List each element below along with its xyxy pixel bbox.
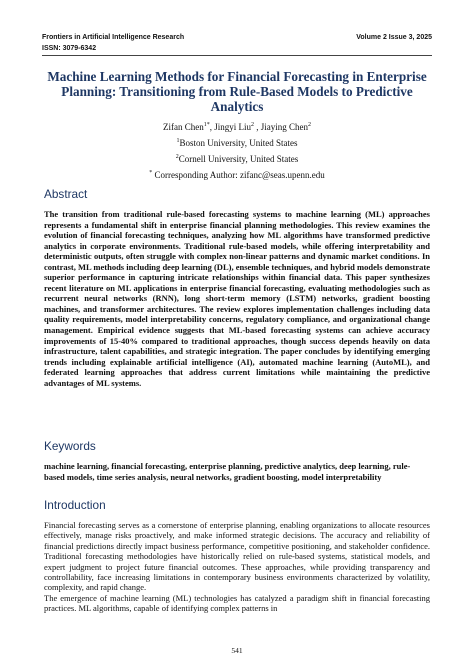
author-affiliation-mark: 2 bbox=[251, 122, 254, 128]
header-divider bbox=[42, 55, 432, 56]
affiliation-text: Boston University, United States bbox=[179, 138, 298, 148]
author-affiliation-mark: 2 bbox=[308, 122, 311, 128]
author-separator: , bbox=[209, 122, 215, 132]
affiliation-text: Cornell University, United States bbox=[178, 154, 299, 164]
author-name: Jingyi Liu bbox=[214, 122, 251, 132]
author-separator: , bbox=[254, 122, 261, 132]
corresponding-author bbox=[42, 170, 432, 180]
affiliation-2 bbox=[42, 154, 432, 164]
journal-name: Frontiers in Artificial Intelligence Research bbox=[42, 34, 185, 41]
introduction-heading: Introduction bbox=[44, 498, 106, 512]
abstract-text: The transition from traditional rule-based forecasting systems to machine learning (ML) approaches represents a fundamental shift in enterprise financial planning methodologies. This review examines the evolution of financial forecasting techniques, analyzing how ML algorithms have transformed predictive analytics in corporate environments. Traditional rule-based models, while offering interpretability and deterministic outputs, often struggle with complex non-linear patterns and dynamic market conditions. In contrast, ML methods including deep learning (DL), ensemble techniques, and hybrid models demonstrate superior performance in capturing intricate relationships within financial data. This paper synthesizes recent literature on ML applications in enterprise financial forecasting, evaluating methodologies such as recurrent neural networks (RNN), long short-term memory (LSTM) networks, gradient boosting machines, and transformer architectures. The review explores implementation challenges including data quality requirements, model interpretability concerns, regulatory compliance, and organizational change management. Empirical evidence suggests that ML-based forecasting systems can achieve accuracy improvements of 15-40% compared to traditional approaches, though success depends heavily on data infrastructure, talent capabilities, and strategic integration. The paper concludes by identifying emerging trends including explainable artificial intelligence (AI), automated machine learning (AutoML), and federated learning approaches that address current limitations while maintaining the predictive advantages of ML systems. bbox=[44, 209, 430, 388]
keywords-text: machine learning, financial forecasting, enterprise planning, predictive analytics, deep learning, rule-based models, time series analysis, neural networks, gradient boosting, model interpretability bbox=[44, 461, 411, 482]
affiliation-mark: 1 bbox=[176, 138, 180, 144]
corresponding-text: Corresponding Author: zifanc@seas.upenn.edu bbox=[152, 170, 325, 180]
intro-paragraph: The emergence of machine learning (ML) technologies has catalyzed a paradigm shift in financial forecasting practices. ML algorithms, capable of identifying complex patterns in bbox=[44, 592, 430, 614]
paper-title: Machine Learning Methods for Financial Forecasting in Enterprise Planning: Transitioning from Rule-Based Models to Predictive Analytics bbox=[47, 69, 427, 114]
affiliation-mark: 2 bbox=[175, 154, 179, 160]
issn: ISSN: 3079-6342 bbox=[42, 45, 97, 52]
introduction-body bbox=[44, 520, 430, 614]
corresponding-mark: * bbox=[149, 170, 153, 176]
page-number: 541 bbox=[231, 646, 243, 655]
running-header bbox=[42, 34, 432, 41]
affiliation-1 bbox=[42, 138, 432, 148]
intro-paragraph: Financial forecasting serves as a cornerstone of enterprise planning, enabling organizations to allocate resources effectively, manage risks proactively, and make informed strategic decisions. The accuracy and reliability of financial predictions directly impact business performance, competitive positioning, and stakeholder confidence. Traditional forecasting methodologies have historically relied on rule-based systems, statistical models, and expert judgment to project future financial outcomes. These approaches, while providing transparency and controllability, face increasing limitations in contemporary business environments characterized by volatility, complexity, and rapid change. bbox=[44, 520, 430, 593]
volume-issue: Volume 2 Issue 3, 2025 bbox=[356, 34, 432, 41]
abstract-heading: Abstract bbox=[44, 187, 88, 201]
keywords-heading: Keywords bbox=[44, 439, 96, 453]
author-affiliation-mark: 1* bbox=[203, 122, 210, 128]
author-name: Zifan Chen bbox=[162, 122, 204, 132]
author-list bbox=[42, 122, 432, 133]
author-name: Jiaying Chen bbox=[260, 122, 308, 132]
